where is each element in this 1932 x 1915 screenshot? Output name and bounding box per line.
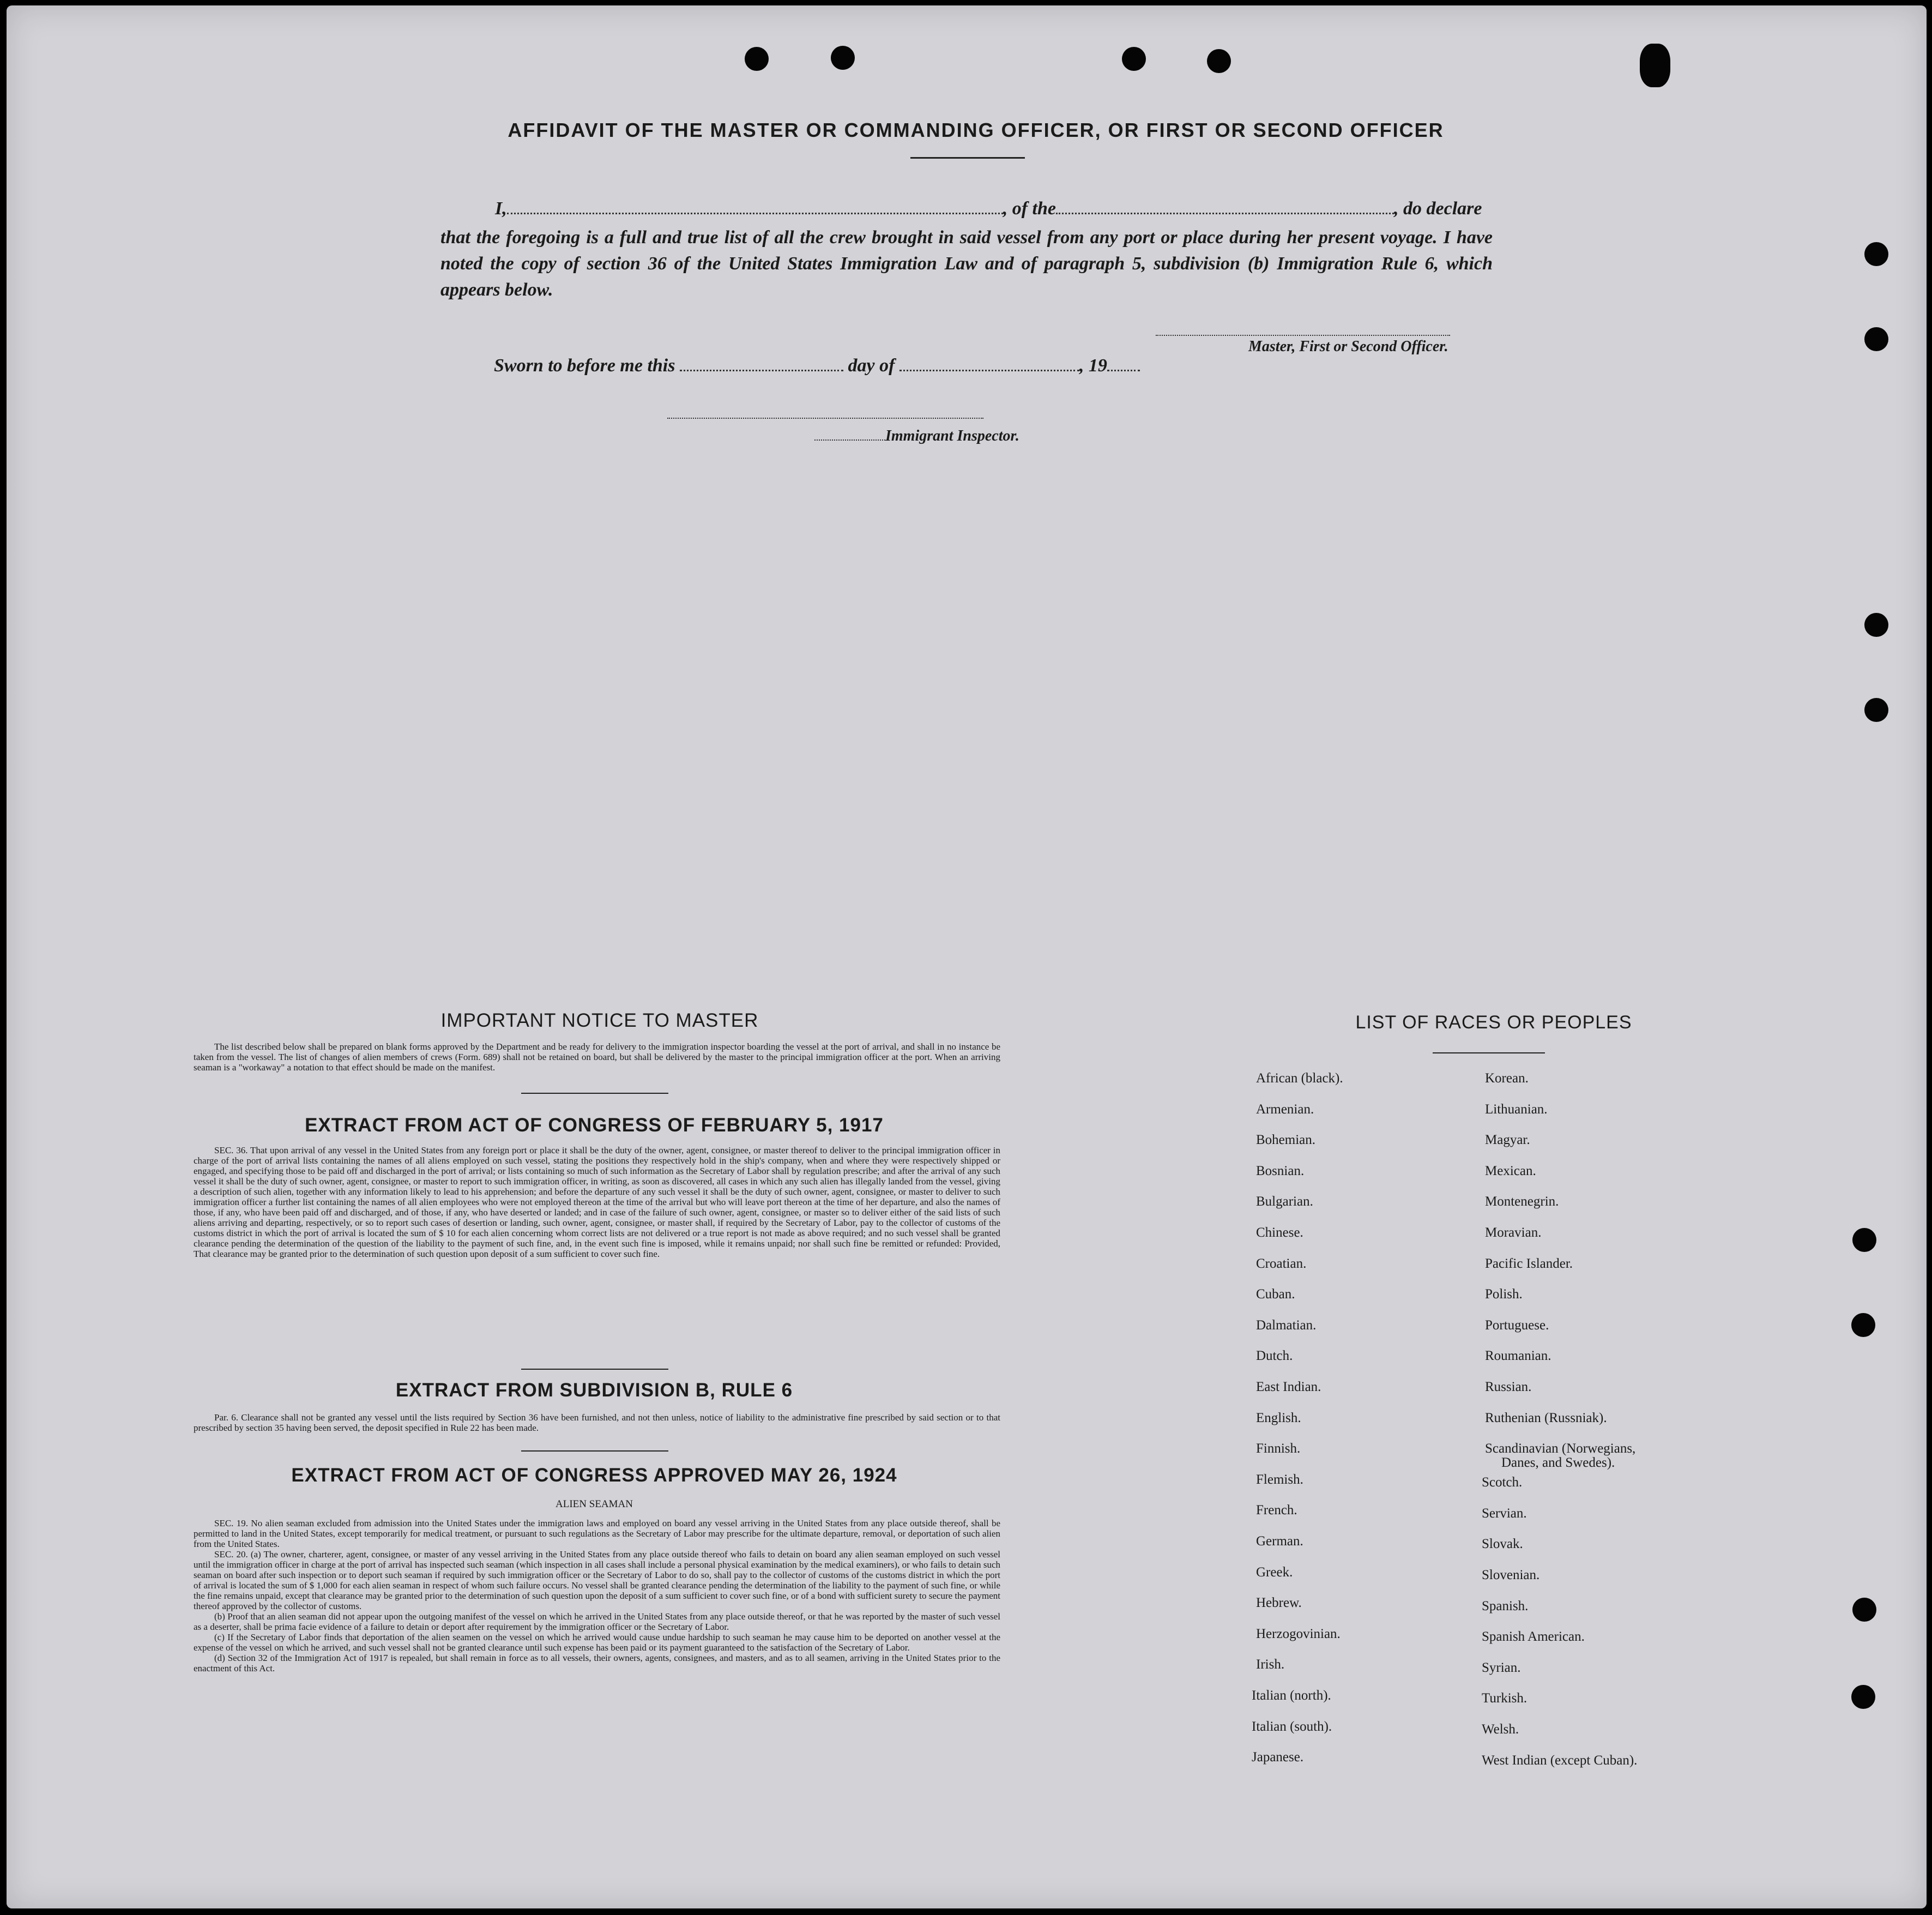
punch-hole <box>1852 1598 1876 1622</box>
race-item: Armenian. <box>1256 1101 1314 1117</box>
extract-1924-title: EXTRACT FROM ACT OF CONGRESS APPROVED MAY 26, 1924 <box>291 1465 897 1486</box>
punch-hole <box>1864 698 1888 722</box>
divider <box>521 1369 668 1370</box>
alien-seaman-subtitle: ALIEN SEAMAN <box>556 1498 633 1510</box>
race-item: Roumanian. <box>1485 1348 1551 1364</box>
sec-20b-paragraph: (b) Proof that an alien seaman did not appear upon the outgoing manifest of the vessel on which he arrived in the United States from any place outside thereof, or that he was reported by the master of such vessel as a deserter, shall be prima facie evidence of a failure to detain or deport after requirement by the immigration officer or the Secretary of Labor. <box>194 1611 1000 1632</box>
punch-hole <box>1122 47 1146 71</box>
race-item: Japanese. <box>1252 1750 1304 1765</box>
master-caption: Master, First or Second Officer. <box>1248 338 1448 355</box>
punch-hole <box>1864 242 1888 266</box>
name-blank[interactable] <box>507 197 1003 214</box>
punch-hole <box>1851 1685 1875 1709</box>
race-item: English. <box>1256 1410 1301 1425</box>
race-item: Portuguese. <box>1485 1317 1549 1333</box>
race-item: Russian. <box>1485 1380 1532 1394</box>
sec-19-paragraph: SEC. 19. No alien seaman excluded from admission into the United States under the immigration laws and employed on board any vessel arriving in the United States from any place outside thereof, shall be permitted to land in the United States, except temporarily for medical treatment, or pursuant to such regulations as the Secretary of Labor may prescribe for the ultimate departure, removal, or deportation of such alien from the United States. <box>194 1518 1000 1549</box>
divider <box>910 157 1025 159</box>
extract-1924-text <box>194 1518 1000 1673</box>
race-item: Spanish. <box>1482 1598 1529 1613</box>
inspector-dots <box>814 429 885 441</box>
inspector-caption-row <box>814 427 1019 445</box>
race-item: Irish. <box>1256 1657 1285 1672</box>
race-item: West Indian (except Cuban). <box>1482 1753 1638 1768</box>
of-the-text: , of the <box>1003 198 1056 219</box>
race-item: German. <box>1256 1534 1303 1549</box>
race-item: Montenegrin. <box>1485 1194 1559 1209</box>
vessel-blank[interactable] <box>1056 197 1394 214</box>
race-item: Lithuanian. <box>1485 1101 1548 1117</box>
extract-rule6-text <box>194 1412 1000 1433</box>
race-item: Bohemian. <box>1256 1133 1316 1148</box>
race-item: Turkish. <box>1482 1691 1528 1706</box>
race-item: Scandinavian (Norwegians, <box>1485 1441 1636 1456</box>
divider <box>1433 1052 1545 1053</box>
punch-hole <box>1207 49 1231 73</box>
par-6-paragraph: Par. 6. Clearance shall not be granted any vessel until the lists required by Section 36 have been furnished, and not then unless, notice of liability to the administrative fine prescribed by said section or to that prescribed by section 35 having been served, the deposit specified in Rule 22 has been made. <box>194 1412 1000 1433</box>
month-blank[interactable] <box>899 354 1079 371</box>
race-item: Bosnian. <box>1256 1163 1305 1178</box>
race-item: Korean. <box>1485 1071 1529 1086</box>
race-item: Italian (south). <box>1252 1719 1332 1734</box>
sworn-prefix: Sworn to before me this <box>494 356 675 376</box>
affidavit-text: that the foregoing is a full and true list of all the crew brought in said vessel from any port or place during her present voyage. I have noted the copy of section 36 of the United States Immigration Law and of paragraph 5, subdivision (b) Immigration Rule 6, which appears below. <box>440 227 1493 300</box>
race-item: Hebrew. <box>1256 1595 1302 1611</box>
race-item: Spanish American. <box>1482 1629 1585 1645</box>
race-item: Slovenian. <box>1482 1568 1540 1582</box>
race-item: Mexican. <box>1485 1163 1536 1178</box>
affidavit-title: AFFIDAVIT OF THE MASTER OR COMMANDING OFFICER, OR FIRST OR SECOND OFFICER <box>508 119 1444 141</box>
punch-hole <box>1852 1228 1876 1252</box>
master-signature-line[interactable] <box>1156 321 1450 336</box>
race-item: Chinese. <box>1256 1225 1303 1240</box>
race-item: Pacific Islander. <box>1485 1256 1573 1271</box>
punch-hole <box>1640 44 1670 87</box>
sec-20c-paragraph: (c) If the Secretary of Labor finds that deportation of the alien seamen on the vessel on which he arrived would cause undue hardship to such seaman he may cause him to be deported on another vessel at the expense of the vessel on which he arrived, and such vessel shall not be granted clearance until such expense has been paid or its payment guaranteed to the satisfaction of the Secretary of Labor. <box>194 1632 1000 1653</box>
inspector-caption: Immigrant Inspector. <box>885 427 1019 444</box>
notice-title: IMPORTANT NOTICE TO MASTER <box>440 1010 759 1031</box>
i-word: I, <box>495 198 507 219</box>
sec-20d-paragraph: (d) Section 32 of the Immigration Act of 1917 is repealed, but shall remain in force as to all vessels, their owners, agents, consignees, and masters, and as to all seamen, arriving in the United States prior to the enactment of this Act. <box>194 1653 1000 1673</box>
day-of-text: day of <box>848 356 895 376</box>
race-item: Ruthenian (Russniak). <box>1485 1410 1607 1425</box>
divider <box>521 1450 668 1452</box>
extract-rule6-title: EXTRACT FROM SUBDIVISION B, RULE 6 <box>395 1380 793 1401</box>
race-item: Moravian. <box>1485 1225 1542 1240</box>
race-item: Scotch. <box>1482 1475 1523 1490</box>
race-item: Welsh. <box>1482 1722 1519 1737</box>
notice-text <box>194 1041 1000 1073</box>
race-item: Flemish. <box>1256 1472 1303 1487</box>
punch-hole <box>1864 327 1888 351</box>
punch-hole <box>1864 613 1888 637</box>
race-item: Bulgarian. <box>1256 1194 1313 1209</box>
race-item: Dutch. <box>1256 1348 1293 1364</box>
declaration-line <box>495 197 1482 219</box>
race-item: French. <box>1256 1503 1297 1518</box>
year-prefix: , 19 <box>1079 356 1107 376</box>
race-item: East Indian. <box>1256 1380 1321 1394</box>
race-item: Herzogovinian. <box>1256 1626 1341 1641</box>
sec-36-paragraph: SEC. 36. That upon arrival of any vessel in the United States from any foreign port or place it shall be the duty of the owner, agent, consignee, or master thereof to deliver to the principal immigration officer in charge of the port of arrival lists containing the names of all aliens employed on such vessel, stating the positions they respectively hold in the ship's company, when and where they were respectively shipped or engaged, and specifying those to be paid off and discharged in the port of arrival; or lists containing so much of such information as the Secretary of Labor shall by regulation prescribe; and after the arrival of any such vessel it shall be the duty of such owner, agent, consignee, or master to report to such immigration officer, in writing, as soon as discovered, all cases in which any such alien has illegally landed from the vessel, giving a description of such alien, together with any information likely to lead to his apprehension; and before the departure of any such vessel it shall be the duty of such owner, agent, consignee, or master to deliver to such immigration officer a further list containing the names of all alien employees who were not employed thereon at the time of the arrival but who will leave port thereon at the time of her departure, and also the names of those, if any, who have been paid off and discharged, and of those, if any, who have deserted or landed; and in case of the failure of such owner, agent, consignee, or master so to deliver either of the said lists of such aliens arriving and departing, respectively, or so to report such cases of desertion or landing, such owner, agent, consignee, or master shall, if required by the Secretary of Labor, pay to the collector of customs of the customs district in which the port of arrival is located the sum of $ 10 for each alien concerning whom correct lists are not delivered or a true report is not made as above required; and no such vessel shall be granted clearance pending the determination of the question of the liability to the payment of such fine, and, in the event such fine is imposed, while it remains unpaid; nor shall such fine be remitted or refunded: Provided, That clearance may be granted prior to the determination of such question upon deposit of a sum sufficient to cover such fine. <box>194 1145 1000 1259</box>
race-item: Dalmatian. <box>1256 1317 1317 1333</box>
race-item: Italian (north). <box>1252 1688 1331 1703</box>
race-item: Slovak. <box>1482 1537 1523 1552</box>
extract-1917-title: EXTRACT FROM ACT OF CONGRESS OF FEBRUARY 5, 1917 <box>305 1115 884 1136</box>
inspector-signature-line[interactable] <box>667 404 983 419</box>
race-item: Finnish. <box>1256 1441 1301 1456</box>
divider <box>521 1093 668 1094</box>
day-blank[interactable] <box>680 354 843 371</box>
punch-hole <box>831 46 855 70</box>
year-blank[interactable] <box>1107 354 1140 371</box>
race-item: Polish. <box>1485 1287 1523 1302</box>
race-item: Danes, and Swedes). <box>1501 1455 1615 1471</box>
race-item: Greek. <box>1256 1564 1293 1580</box>
punch-hole <box>1851 1313 1875 1337</box>
punch-hole <box>745 47 769 71</box>
sworn-line <box>494 354 1140 376</box>
race-item: African (black). <box>1256 1071 1343 1086</box>
race-item: Cuban. <box>1256 1287 1295 1302</box>
sec-20a-paragraph: SEC. 20. (a) The owner, charterer, agent, consignee, or master of any vessel arriving in the United States from any place outside thereof who fails to detain on board any alien seaman employed on such vessel until the immigration officer in charge at the port of arrival has inspected such seaman (which inspection in all cases shall include a personal physical examination by the medical examiners), or who fails to detain such seaman on board after such inspection or to deport such seaman if required by such immigration officer or the Secretary of Labor to do so, shall pay to the collector of customs of the customs district in which the port of arrival is located the sum of $ 1,000 for each alien seaman in respect of whom such failure occurs. No vessel shall be granted clearance pending the determination of the liability to the payment of such fine, or while the fine remains unpaid, except that clearance may be granted prior to the determination of such question upon the deposit of a sum sufficient to cover such fine, or of a bond with sufficient surety to secure the payment thereof approved by the collector of customs. <box>194 1549 1000 1611</box>
race-item: Croatian. <box>1256 1256 1307 1271</box>
notice-paragraph: The list described below shall be prepared on blank forms approved by the Department and be ready for delivery to the immigration inspector boarding the vessel at the port of arrival, and shall in no instance be taken from the vessel. The list of changes of alien members of crews (Form. 689) shall not be retained on board, but shall be delivered by the master to the principal immigration officer at the port. When an arriving seaman is a "workaway" a notation to that effect should be made on the manifest. <box>194 1041 1000 1073</box>
race-item: Servian. <box>1482 1505 1527 1521</box>
do-declare-text: , do declare <box>1394 198 1482 219</box>
race-item: Syrian. <box>1482 1660 1521 1675</box>
races-title: LIST OF RACES OR PEOPLES <box>1355 1012 1632 1033</box>
extract-1917-text <box>194 1145 1000 1259</box>
race-item: Magyar. <box>1485 1133 1530 1148</box>
